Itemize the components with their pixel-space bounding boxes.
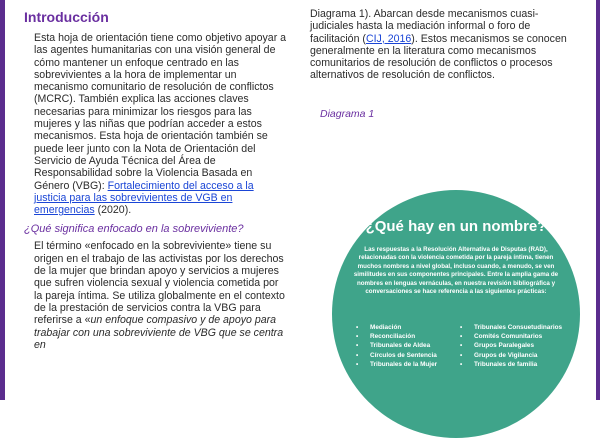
left-column	[24, 8, 288, 356]
survivor-focused-emphasis: un enfoque compasivo y de apoyo para trabajar con una sobreviviente de VBG que se centra en	[34, 314, 284, 351]
list-item: • Tribunales Consuetudinarios	[456, 324, 566, 332]
cij-citation-link[interactable]: CIJ, 2016	[365, 32, 412, 45]
mechanisms-text: Diagrama 1). Abarcan desde mecanismos cuasi-judiciales hasta la mediación informal o foro de facilitación (	[310, 8, 539, 45]
list-item: • Grupos Paralegales	[456, 342, 566, 350]
diagram-description: Las respuestas a la Resolución Alternativa de Disputas (RAD), relacionadas con la violencia cometida por la pareja íntima, tienen muchos nombres a nivel global, incluso cuando, a menudo, se ven similitudes en sus componentes principales. Entre la amplia gama de nombres en lenguas vernáculas, en nuestra revisión bibliográfica y conversaciones se hace referencia a las siguientes prácticas:	[353, 246, 559, 296]
practice-list-right	[456, 324, 566, 370]
list-item: • Tribunales de Aldea	[352, 342, 440, 350]
list-item: • Tribunales de familia	[456, 361, 566, 369]
list-item: • Comités Comunitarios	[456, 333, 566, 341]
practice-list-left	[352, 324, 440, 370]
intro-text-end: (2020).	[94, 204, 132, 217]
whats-in-a-name-diagram	[332, 190, 580, 438]
list-item: • Círculos de Sentencia	[352, 352, 440, 360]
left-border-bar	[0, 0, 5, 400]
right-column	[310, 8, 580, 120]
mechanisms-text-end: ). Estos mecanismos se conocen generalmente en la literatura como mecanismos comunitarios de resolución de conflictos o procesos alternativos de resolución de conflictos.	[310, 32, 567, 82]
diagram-title: ¿Qué hay en un nombre?	[365, 218, 547, 235]
intro-heading: Introducción	[24, 9, 109, 25]
access-to-justice-link[interactable]: Fortalecimiento del acceso a la justicia para las sobrevivientes de VGB en emergencias	[34, 179, 254, 217]
intro-paragraph	[24, 32, 288, 216]
list-item: • Reconciliación	[352, 333, 440, 341]
intro-text: Esta hoja de orientación tiene como objetivo apoyar a las agentes humanitarias con una visión general de cómo mantener un enfoque centrado en las sobrevivientes a la hora de implementar un mecanismo comunitario de resolución de conflictos (MCRC). También explica las acciones claves necesarias para minimizar los riesgos para las mujeres y las niñas que podrían acceder a estos mecanismos. Esta hoja de orientación también se puede leer junto con la Nota de Orientación del Servicio de Ayuda Técnica del Área de Responsabilidad sobre la Violencia Basada en Género (VBG):	[34, 32, 287, 192]
list-item: • Grupos de Vigilancia	[456, 352, 566, 360]
survivor-focused-paragraph	[24, 240, 288, 351]
right-border-bar	[596, 0, 600, 400]
list-item: • Tribunales de la Mujer	[352, 361, 440, 369]
diagram-caption: Diagrama 1	[320, 107, 375, 120]
list-item: • Mediación	[352, 324, 440, 332]
mechanisms-paragraph	[310, 8, 580, 82]
survivor-focused-text: El término «enfocado en la sobreviviente» tiene su origen en el trabajo de las activistas por los derechos de la mujer que brindan apoyo y servicios a mujeres que sufren violencia sexual y violencia cometida por la pareja íntima. Se utiliza globalmente en el contexto de la prestación de servicios contra la VBG para referirse a «	[34, 240, 285, 327]
survivor-focused-question-heading: ¿Qué significa enfocado en la sobreviviente?	[24, 223, 244, 236]
